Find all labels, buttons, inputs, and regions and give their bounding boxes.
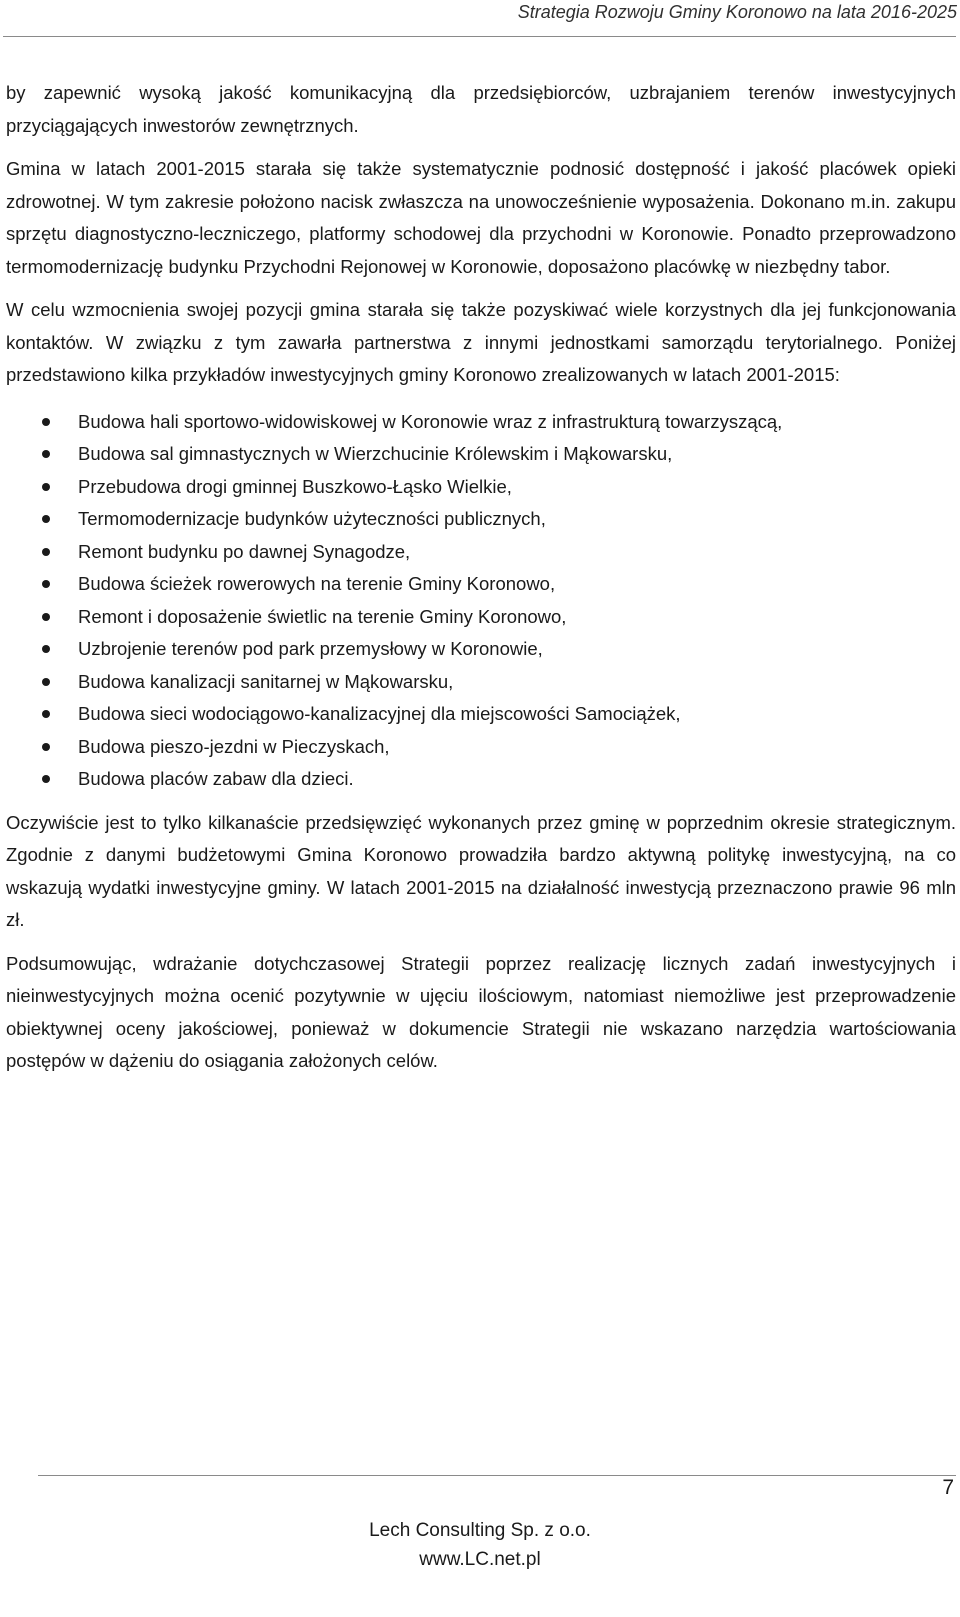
- bullet-icon: [42, 613, 50, 621]
- list-item-text: Budowa ścieżek rowerowych na terenie Gminy Koronowo,: [78, 573, 556, 594]
- bullet-icon: [42, 645, 50, 653]
- list-item-text: Przebudowa drogi gminnej Buszkowo-Łąsko Wielkie,: [78, 475, 512, 497]
- list-item: [6, 763, 956, 796]
- bullet-icon: [42, 710, 50, 718]
- list-item: [6, 438, 956, 471]
- page-body: [6, 77, 956, 1089]
- list-item: [6, 568, 956, 601]
- list-item: [6, 503, 956, 536]
- list-item-text: Remont i doposażenie świetlic na terenie Gminy Koronowo,: [78, 605, 567, 627]
- list-item-text: Termomodernizacje budynków użyteczności publicznych,: [78, 508, 546, 529]
- page-footer: [0, 1516, 960, 1574]
- bullet-icon: [42, 678, 50, 686]
- paragraph-entrepreneurs: by zapewnić wysoką jakość komunikacyjną dla przedsiębiorców, uzbrajaniem terenów inwestycyjnych przyciągających inwestorów zewnętrznych.: [6, 82, 956, 136]
- paragraph-partnerships: W celu wzmocnienia swojej pozycji gmina starała się także pozyskiwać wiele korzystnych dla jej funkcjonowania kontaktów. W związku z tym zawarła partnerstwa z innymi jednostkami samorządu terytorialnego. Poniżej przedstawiono kilka przykładów inwestycyjnych gminy Koronowo zrealizowanych w latach 2001-2015:: [6, 299, 956, 385]
- page-number: 7: [942, 1476, 954, 1499]
- investment-list: [6, 406, 956, 796]
- list-item-text: Remont budynku po dawnej Synagodze,: [78, 540, 411, 562]
- bullet-icon: [42, 515, 50, 523]
- header-divider: [3, 36, 956, 37]
- footer-company: Lech Consulting Sp. z o.o.: [369, 1520, 591, 1541]
- list-item-text: Budowa placów zabaw dla dzieci.: [78, 768, 354, 789]
- footer-divider: [38, 1475, 956, 1476]
- bullet-icon: [42, 418, 50, 426]
- list-item-text: Budowa sieci wodociągowo-kanalizacyjnej dla miejscowości Samociążek,: [78, 703, 681, 724]
- bullet-icon: [42, 548, 50, 556]
- list-item: [6, 731, 956, 764]
- list-item-text: Uzbrojenie terenów pod park przemysłowy w Koronowie,: [78, 638, 543, 659]
- list-item: [6, 698, 956, 731]
- bullet-icon: [42, 743, 50, 751]
- list-item: [6, 406, 956, 439]
- list-item-text: Budowa sal gimnastycznych w Wierzchucinie Królewskim i Mąkowarsku,: [78, 443, 673, 464]
- paragraph-summary: Podsumowując, wdrażanie dotychczasowej Strategii poprzez realizację licznych zadań inwestycyjnych i nieinwestycyjnych można ocenić pozytywnie w ujęciu ilościowym, natomiast niemożliwe jest przeprowadzenie obiektywnej oceny jakościowej, ponieważ w dokumencie Strategii nie wskazano narzędzia wartościowania postępów w dążeniu do osiągania założonych celów.: [6, 952, 956, 1071]
- list-item: [6, 633, 956, 666]
- list-item: [6, 536, 956, 569]
- paragraph-budget: Oczywiście jest to tylko kilkanaście przedsięwzięć wykonanych przez gminę w poprzednim okresie strategicznym. Zgodnie z danymi budżetowymi Gmina Koronowo prowadziła bardzo aktywną politykę inwestycyjną, na co wskazują wydatki inwestycyjne gminy. W latach 2001-2015 na działalność inwestycją przeznaczono prawie 96 mln zł.: [6, 811, 956, 930]
- list-item-text: Budowa hali sportowo-widowiskowej w Koronowie wraz z infrastrukturą towarzyszącą,: [78, 410, 783, 432]
- paragraph-healthcare: Gmina w latach 2001-2015 starała się także systematycznie podnosić dostępność i jakość placówek opieki zdrowotnej. W tym zakresie położono nacisk zwłaszcza na unowocześnienie wyposażenia. Dokonano m.in. zakupu sprzętu diagnostyczno-leczniczego, platformy schodowej dla przychodni w Koronowie. Ponadto przeprowadzono termomodernizację budynku Przychodni Rejonowej w Koronowie, doposażono placówkę w niezbędny tabor.: [6, 158, 956, 277]
- list-item: [6, 601, 956, 634]
- list-item-text: Budowa kanalizacji sanitarnej w Mąkowarsku,: [78, 670, 454, 692]
- bullet-icon: [42, 483, 50, 491]
- bullet-icon: [42, 775, 50, 783]
- list-item-text: Budowa pieszo-jezdni w Pieczyskach,: [78, 735, 390, 757]
- bullet-icon: [42, 450, 50, 458]
- footer-website: www.LC.net.pl: [419, 1549, 541, 1570]
- bullet-icon: [42, 580, 50, 588]
- list-item: [6, 471, 956, 504]
- running-header-title: Strategia Rozwoju Gminy Koronowo na lata 2016-2025: [517, 2, 957, 22]
- list-item: [6, 666, 956, 699]
